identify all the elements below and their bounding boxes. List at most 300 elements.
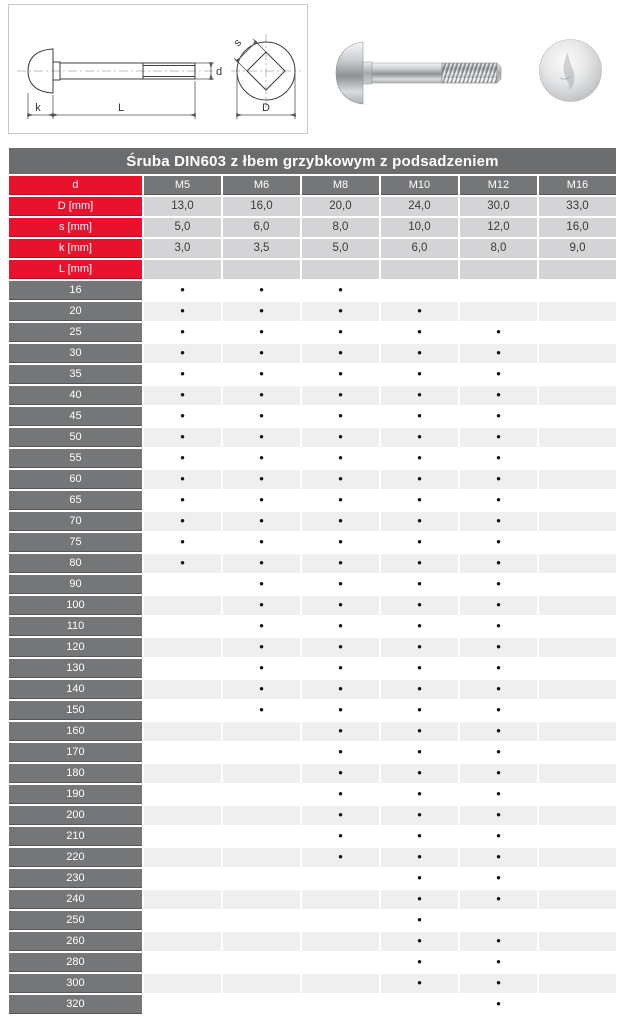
availability-dot: • xyxy=(417,345,422,361)
availability-dot: • xyxy=(338,471,343,487)
length-row xyxy=(9,890,616,909)
availability-dot: • xyxy=(496,723,501,739)
availability-cell xyxy=(302,365,379,384)
length-row xyxy=(9,449,616,468)
availability-dot: • xyxy=(417,387,422,403)
availability-dot: • xyxy=(338,723,343,739)
availability-dot: • xyxy=(259,345,264,361)
availability-cell xyxy=(223,638,300,657)
availability-dot: • xyxy=(496,639,501,655)
availability-cell xyxy=(460,470,537,489)
availability-cell xyxy=(223,953,300,972)
availability-dot: • xyxy=(259,408,264,424)
availability-dot: • xyxy=(180,471,185,487)
availability-cell xyxy=(223,617,300,636)
dimension-row-k xyxy=(9,239,616,258)
dimension-row-D xyxy=(9,197,616,216)
availability-cell xyxy=(539,659,616,678)
length-row xyxy=(9,827,616,846)
availability-cell xyxy=(302,953,379,972)
availability-dot: • xyxy=(338,765,343,781)
availability-dot: • xyxy=(496,681,501,697)
availability-cell xyxy=(144,449,221,468)
availability-cell xyxy=(381,722,458,741)
availability-dot: • xyxy=(180,345,185,361)
availability-cell xyxy=(460,596,537,615)
availability-cell xyxy=(223,365,300,384)
availability-dot: • xyxy=(417,723,422,739)
availability-cell xyxy=(539,596,616,615)
availability-dot: • xyxy=(338,660,343,676)
availability-cell xyxy=(144,953,221,972)
availability-cell xyxy=(539,407,616,426)
availability-cell xyxy=(144,890,221,909)
length-label: 240 xyxy=(9,890,142,909)
availability-cell xyxy=(539,764,616,783)
length-label: 35 xyxy=(9,365,142,384)
availability-cell xyxy=(144,659,221,678)
availability-cell xyxy=(381,533,458,552)
availability-cell xyxy=(539,512,616,531)
availability-dot: • xyxy=(496,828,501,844)
availability-dot: • xyxy=(496,513,501,529)
availability-cell xyxy=(302,764,379,783)
bolt-head-photo xyxy=(538,38,603,103)
availability-cell xyxy=(381,659,458,678)
dimension-value: 16,0 xyxy=(223,197,300,216)
availability-cell xyxy=(302,575,379,594)
availability-cell xyxy=(223,407,300,426)
availability-cell xyxy=(381,974,458,993)
availability-cell xyxy=(144,722,221,741)
availability-cell xyxy=(460,302,537,321)
availability-cell xyxy=(381,932,458,951)
availability-dot: • xyxy=(180,555,185,571)
bolt-photo-head xyxy=(336,42,363,104)
availability-dot: • xyxy=(180,387,185,403)
availability-cell xyxy=(144,974,221,993)
availability-dot: • xyxy=(338,807,343,823)
dimension-value: 8,0 xyxy=(302,218,379,237)
length-row xyxy=(9,911,616,930)
dimension-value: 13,0 xyxy=(144,197,221,216)
availability-cell xyxy=(460,386,537,405)
availability-dot: • xyxy=(496,576,501,592)
availability-dot: • xyxy=(338,366,343,382)
length-row xyxy=(9,365,616,384)
availability-cell xyxy=(460,575,537,594)
availability-dot: • xyxy=(496,975,501,991)
availability-dot: • xyxy=(417,618,422,634)
availability-cell xyxy=(302,533,379,552)
availability-dot: • xyxy=(259,702,264,718)
availability-cell xyxy=(381,638,458,657)
length-row xyxy=(9,428,616,447)
availability-dot: • xyxy=(338,702,343,718)
availability-dot: • xyxy=(417,849,422,865)
length-row xyxy=(9,407,616,426)
availability-dot: • xyxy=(496,660,501,676)
availability-cell xyxy=(302,470,379,489)
availability-cell xyxy=(302,995,379,1014)
availability-cell xyxy=(460,533,537,552)
length-label: 110 xyxy=(9,617,142,636)
availability-dot: • xyxy=(496,618,501,634)
availability-dot: • xyxy=(417,891,422,907)
availability-dot: • xyxy=(338,303,343,319)
availability-cell xyxy=(460,911,537,930)
length-label: 190 xyxy=(9,785,142,804)
availability-cell xyxy=(302,617,379,636)
availability-cell xyxy=(302,806,379,825)
availability-dot: • xyxy=(338,555,343,571)
availability-dot: • xyxy=(417,786,422,802)
availability-cell xyxy=(302,344,379,363)
availability-cell xyxy=(460,617,537,636)
availability-dot: • xyxy=(496,954,501,970)
availability-cell xyxy=(144,428,221,447)
availability-dot: • xyxy=(338,681,343,697)
availability-cell xyxy=(381,407,458,426)
dimension-row-label: L [mm] xyxy=(9,260,142,279)
bolt-photo xyxy=(333,38,503,108)
availability-dot: • xyxy=(417,513,422,529)
availability-dot: • xyxy=(417,303,422,319)
availability-cell xyxy=(223,554,300,573)
availability-cell xyxy=(460,344,537,363)
availability-dot: • xyxy=(338,387,343,403)
availability-cell xyxy=(381,575,458,594)
availability-dot: • xyxy=(259,555,264,571)
availability-cell xyxy=(381,848,458,867)
length-label: 50 xyxy=(9,428,142,447)
availability-dot: • xyxy=(259,450,264,466)
D-label: D xyxy=(262,102,270,114)
availability-cell xyxy=(539,722,616,741)
availability-dot: • xyxy=(417,765,422,781)
length-label: 320 xyxy=(9,995,142,1014)
length-label: 70 xyxy=(9,512,142,531)
length-row xyxy=(9,764,616,783)
dimension-value xyxy=(381,260,458,279)
length-row xyxy=(9,596,616,615)
availability-dot: • xyxy=(338,786,343,802)
availability-dot: • xyxy=(180,303,185,319)
length-row xyxy=(9,281,616,300)
availability-cell xyxy=(144,323,221,342)
availability-dot: • xyxy=(496,555,501,571)
availability-cell xyxy=(144,491,221,510)
availability-cell xyxy=(539,806,616,825)
availability-cell xyxy=(144,470,221,489)
availability-cell xyxy=(381,617,458,636)
availability-dot: • xyxy=(417,681,422,697)
dimension-value: 30,0 xyxy=(460,197,537,216)
availability-cell xyxy=(302,785,379,804)
length-label: 80 xyxy=(9,554,142,573)
availability-cell xyxy=(539,617,616,636)
availability-cell xyxy=(539,533,616,552)
length-label: 90 xyxy=(9,575,142,594)
availability-cell xyxy=(223,722,300,741)
availability-dot: • xyxy=(259,429,264,445)
length-label: 200 xyxy=(9,806,142,825)
length-label: 65 xyxy=(9,491,142,510)
size-column-header-m8: M8 xyxy=(302,176,379,195)
availability-dot: • xyxy=(338,576,343,592)
length-label: 75 xyxy=(9,533,142,552)
availability-dot: • xyxy=(417,639,422,655)
length-row xyxy=(9,533,616,552)
availability-dot: • xyxy=(338,324,343,340)
d-header-cell: d xyxy=(9,176,142,195)
dimension-value xyxy=(539,260,616,279)
availability-dot: • xyxy=(496,996,501,1012)
availability-dot: • xyxy=(417,366,422,382)
availability-dot: • xyxy=(417,492,422,508)
availability-dot: • xyxy=(338,408,343,424)
length-label: 30 xyxy=(9,344,142,363)
availability-dot: • xyxy=(180,429,185,445)
availability-dot: • xyxy=(259,492,264,508)
availability-cell xyxy=(460,743,537,762)
availability-cell xyxy=(381,302,458,321)
availability-cell xyxy=(144,281,221,300)
availability-cell xyxy=(144,533,221,552)
availability-cell xyxy=(144,743,221,762)
availability-cell xyxy=(381,764,458,783)
availability-cell xyxy=(460,491,537,510)
availability-dot: • xyxy=(180,282,185,298)
dimension-value: 10,0 xyxy=(381,218,458,237)
availability-cell xyxy=(144,680,221,699)
availability-cell xyxy=(223,827,300,846)
length-label: 140 xyxy=(9,680,142,699)
availability-cell xyxy=(381,323,458,342)
availability-cell xyxy=(460,722,537,741)
availability-dot: • xyxy=(259,303,264,319)
availability-cell xyxy=(302,596,379,615)
availability-dot: • xyxy=(259,660,264,676)
size-column-header-m5: M5 xyxy=(144,176,221,195)
availability-cell xyxy=(460,428,537,447)
availability-cell xyxy=(302,722,379,741)
availability-dot: • xyxy=(417,408,422,424)
availability-cell xyxy=(223,533,300,552)
availability-dot: • xyxy=(180,366,185,382)
availability-dot: • xyxy=(417,975,422,991)
availability-cell xyxy=(223,701,300,720)
availability-cell xyxy=(539,848,616,867)
availability-cell xyxy=(381,512,458,531)
availability-dot: • xyxy=(417,534,422,550)
availability-cell xyxy=(144,512,221,531)
length-row xyxy=(9,575,616,594)
technical-drawing xyxy=(8,4,308,134)
size-header-row xyxy=(9,176,616,195)
availability-cell xyxy=(460,974,537,993)
availability-dot: • xyxy=(417,912,422,928)
availability-cell xyxy=(302,323,379,342)
availability-cell xyxy=(460,848,537,867)
availability-dot: • xyxy=(496,933,501,949)
availability-dot: • xyxy=(338,597,343,613)
availability-cell xyxy=(460,554,537,573)
availability-cell xyxy=(460,701,537,720)
bolt-photo-tip xyxy=(497,63,501,83)
size-column-header-m10: M10 xyxy=(381,176,458,195)
dimension-value: 33,0 xyxy=(539,197,616,216)
availability-cell xyxy=(539,449,616,468)
length-rows xyxy=(9,281,616,1014)
availability-cell xyxy=(460,932,537,951)
availability-dot: • xyxy=(180,450,185,466)
availability-cell xyxy=(302,386,379,405)
bolt-photo-svg xyxy=(333,38,503,108)
availability-dot: • xyxy=(417,744,422,760)
availability-cell xyxy=(144,365,221,384)
availability-dot: • xyxy=(496,387,501,403)
k-label: k xyxy=(35,102,41,114)
availability-cell xyxy=(144,302,221,321)
length-row xyxy=(9,869,616,888)
availability-dot: • xyxy=(338,534,343,550)
availability-cell xyxy=(144,386,221,405)
availability-dot: • xyxy=(338,492,343,508)
availability-cell xyxy=(144,764,221,783)
length-label: 100 xyxy=(9,596,142,615)
availability-dot: • xyxy=(180,324,185,340)
availability-cell xyxy=(539,953,616,972)
length-row xyxy=(9,848,616,867)
availability-dot: • xyxy=(180,492,185,508)
length-label: 45 xyxy=(9,407,142,426)
availability-cell xyxy=(144,596,221,615)
title-row xyxy=(9,148,616,174)
availability-cell xyxy=(223,974,300,993)
availability-cell xyxy=(381,449,458,468)
availability-cell xyxy=(302,701,379,720)
availability-dot: • xyxy=(417,870,422,886)
length-label: 230 xyxy=(9,869,142,888)
availability-cell xyxy=(539,995,616,1014)
availability-dot: • xyxy=(259,576,264,592)
dimension-value xyxy=(223,260,300,279)
length-row xyxy=(9,932,616,951)
availability-dot: • xyxy=(496,891,501,907)
bolt-photo-neck xyxy=(363,62,372,84)
availability-dot: • xyxy=(496,744,501,760)
availability-cell xyxy=(223,806,300,825)
availability-dot: • xyxy=(180,408,185,424)
availability-cell xyxy=(460,680,537,699)
availability-cell xyxy=(223,281,300,300)
availability-cell xyxy=(381,701,458,720)
availability-dot: • xyxy=(496,807,501,823)
availability-cell xyxy=(223,449,300,468)
availability-cell xyxy=(460,449,537,468)
availability-dot: • xyxy=(496,597,501,613)
dimension-value: 3,5 xyxy=(223,239,300,258)
availability-dot: • xyxy=(417,450,422,466)
availability-dot: • xyxy=(417,660,422,676)
dimension-value: 9,0 xyxy=(539,239,616,258)
availability-cell xyxy=(144,344,221,363)
availability-cell xyxy=(302,680,379,699)
availability-dot: • xyxy=(259,513,264,529)
availability-cell xyxy=(144,785,221,804)
availability-dot: • xyxy=(496,492,501,508)
availability-cell xyxy=(539,743,616,762)
availability-dot: • xyxy=(496,765,501,781)
availability-dot: • xyxy=(259,618,264,634)
availability-cell xyxy=(144,848,221,867)
availability-dot: • xyxy=(496,345,501,361)
availability-cell xyxy=(302,974,379,993)
dimension-row-label: k [mm] xyxy=(9,239,142,258)
availability-cell xyxy=(144,554,221,573)
availability-cell xyxy=(302,491,379,510)
availability-cell xyxy=(539,386,616,405)
availability-cell xyxy=(381,953,458,972)
availability-dot: • xyxy=(496,534,501,550)
availability-cell xyxy=(460,953,537,972)
availability-dot: • xyxy=(496,870,501,886)
length-label: 55 xyxy=(9,449,142,468)
availability-cell xyxy=(381,344,458,363)
availability-cell xyxy=(302,869,379,888)
availability-cell xyxy=(460,659,537,678)
size-column-header-m6: M6 xyxy=(223,176,300,195)
availability-cell xyxy=(381,890,458,909)
availability-dot: • xyxy=(496,786,501,802)
availability-cell xyxy=(381,827,458,846)
bolt-photo-shank xyxy=(372,63,442,83)
availability-dot: • xyxy=(417,954,422,970)
availability-cell xyxy=(460,890,537,909)
availability-cell xyxy=(381,785,458,804)
length-row xyxy=(9,302,616,321)
dimension-value: 16,0 xyxy=(539,218,616,237)
availability-dot: • xyxy=(338,849,343,865)
availability-cell xyxy=(381,428,458,447)
availability-dot: • xyxy=(259,639,264,655)
availability-cell xyxy=(381,281,458,300)
availability-dot: • xyxy=(417,933,422,949)
availability-dot: • xyxy=(417,429,422,445)
length-label: 40 xyxy=(9,386,142,405)
availability-dot: • xyxy=(496,324,501,340)
availability-cell xyxy=(539,365,616,384)
availability-cell xyxy=(539,932,616,951)
availability-cell xyxy=(223,911,300,930)
availability-dot: • xyxy=(338,450,343,466)
dimension-rows xyxy=(9,197,616,279)
availability-cell xyxy=(539,638,616,657)
availability-cell xyxy=(539,827,616,846)
availability-cell xyxy=(460,764,537,783)
availability-cell xyxy=(144,932,221,951)
availability-cell xyxy=(381,995,458,1014)
availability-cell xyxy=(302,449,379,468)
length-label: 120 xyxy=(9,638,142,657)
length-row xyxy=(9,806,616,825)
length-label: 130 xyxy=(9,659,142,678)
length-row xyxy=(9,722,616,741)
length-row xyxy=(9,554,616,573)
length-label: 160 xyxy=(9,722,142,741)
table-title: Śruba DIN603 z łbem grzybkowym z podsadzeniem xyxy=(9,148,616,174)
